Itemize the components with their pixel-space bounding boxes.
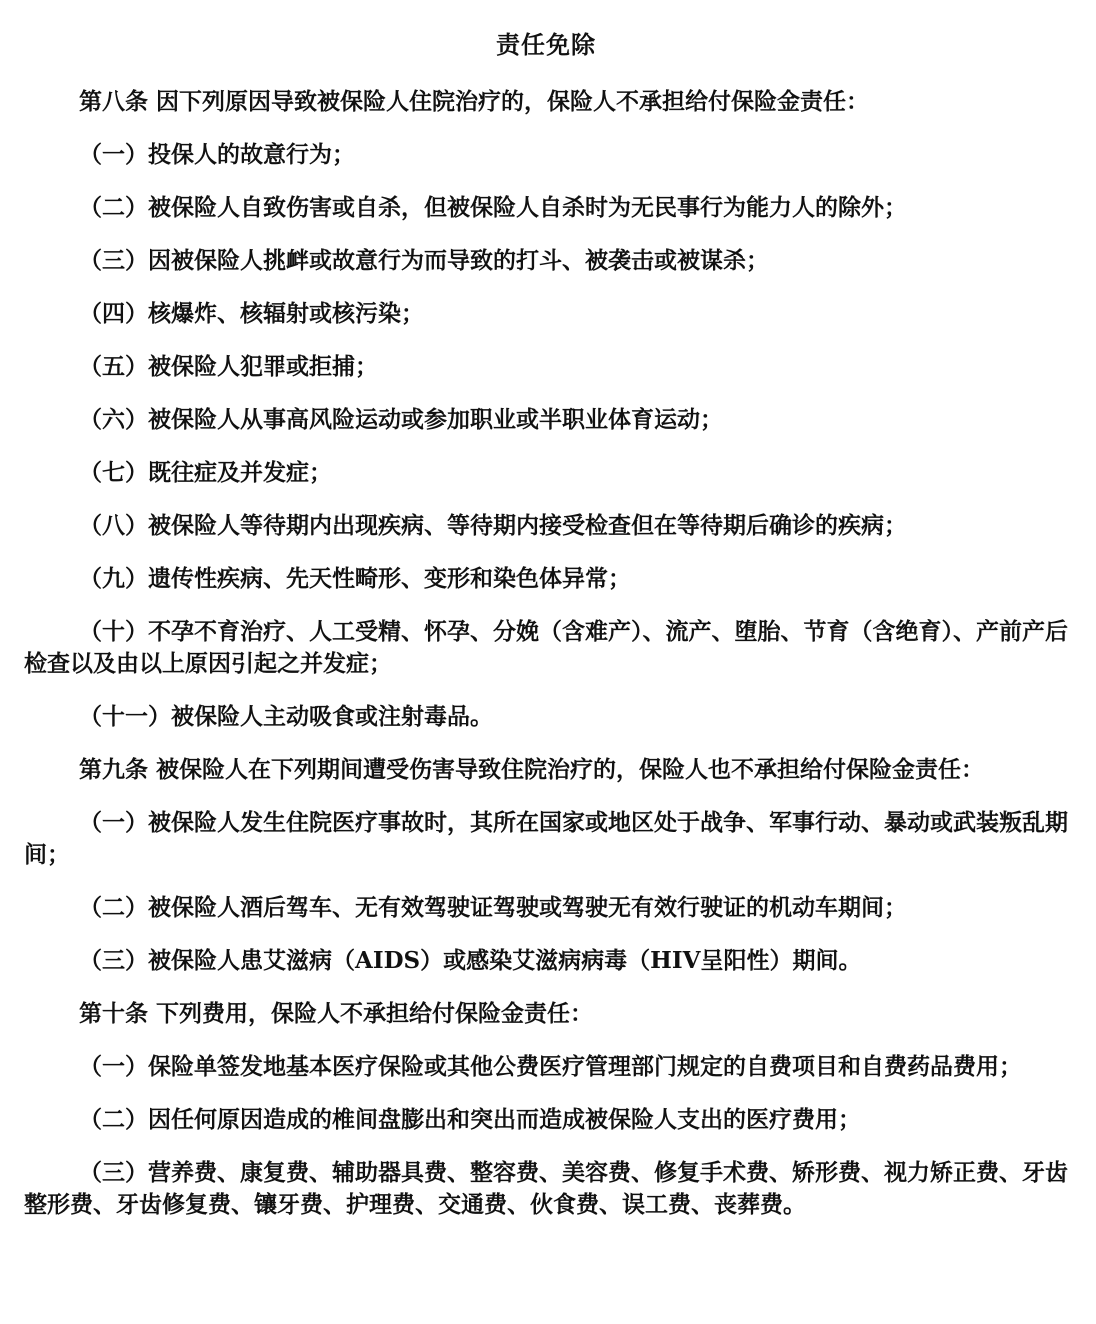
article-8-item-5: （五）被保险人犯罪或拒捕； bbox=[79, 353, 378, 380]
article-8-item-10: （十）不孕不育治疗、人工受精、怀孕、分娩（含难产）、流产、堕胎、节育（含绝育）、产前产后检查以及由以上原因引起之并发症； bbox=[24, 618, 1068, 677]
article-10-item-1: （一）保险单签发地基本医疗保险或其他公费医疗管理部门规定的自费项目和自费药品费用； bbox=[79, 1053, 1022, 1080]
article-9-heading: 第九条 被保险人在下列期间遭受伤害导致住院治疗的，保险人也不承担给付保险金责任： bbox=[79, 756, 985, 783]
article-8-item-9: （九）遗传性疾病、先天性畸形、变形和染色体异常； bbox=[79, 565, 631, 592]
article-10-item-3: （三）营养费、康复费、辅助器具费、整容费、美容费、修复手术费、矫形费、视力矫正费、牙齿整形费、牙齿修复费、镶牙费、护理费、交通费、伙食费、误工费、丧葬费。 bbox=[24, 1159, 1068, 1218]
article-9-item-3: （三）被保险人患艾滋病（AIDS）或感染艾滋病病毒（HIV呈阳性）期间。 bbox=[79, 947, 862, 974]
article-8-item-6: （六）被保险人从事高风险运动或参加职业或半职业体育运动； bbox=[79, 406, 723, 433]
article-10-heading: 第十条 下列费用，保险人不承担给付保险金责任： bbox=[79, 1000, 594, 1027]
article-8-item-4: （四）核爆炸、核辐射或核污染； bbox=[79, 300, 424, 327]
article-8-item-7: （七）既往症及并发症； bbox=[79, 459, 332, 486]
article-8-heading: 第八条 因下列原因导致被保险人住院治疗的，保险人不承担给付保险金责任： bbox=[79, 88, 870, 115]
article-8-item-8: （八）被保险人等待期内出现疾病、等待期内接受检查但在等待期后确诊的疾病； bbox=[79, 512, 907, 539]
article-8-item-1: （一）投保人的故意行为； bbox=[79, 141, 355, 168]
article-8-item-11: （十一）被保险人主动吸食或注射毒品。 bbox=[79, 703, 493, 730]
article-10-item-2: （二）因任何原因造成的椎间盘膨出和突出而造成被保险人支出的医疗费用； bbox=[79, 1106, 861, 1133]
article-9-item-2: （二）被保险人酒后驾车、无有效驾驶证驾驶或驾驶无有效行驶证的机动车期间； bbox=[79, 894, 907, 921]
article-8-item-2: （二）被保险人自致伤害或自杀，但被保险人自杀时为无民事行为能力人的除外； bbox=[79, 194, 907, 221]
article-8-item-3: （三）因被保险人挑衅或故意行为而导致的打斗、被袭击或被谋杀； bbox=[79, 247, 769, 274]
document-title: 责任免除 bbox=[496, 30, 596, 59]
article-9-item-1: （一）被保险人发生住院医疗事故时，其所在国家或地区处于战争、军事行动、暴动或武装叛乱期间； bbox=[24, 809, 1068, 868]
